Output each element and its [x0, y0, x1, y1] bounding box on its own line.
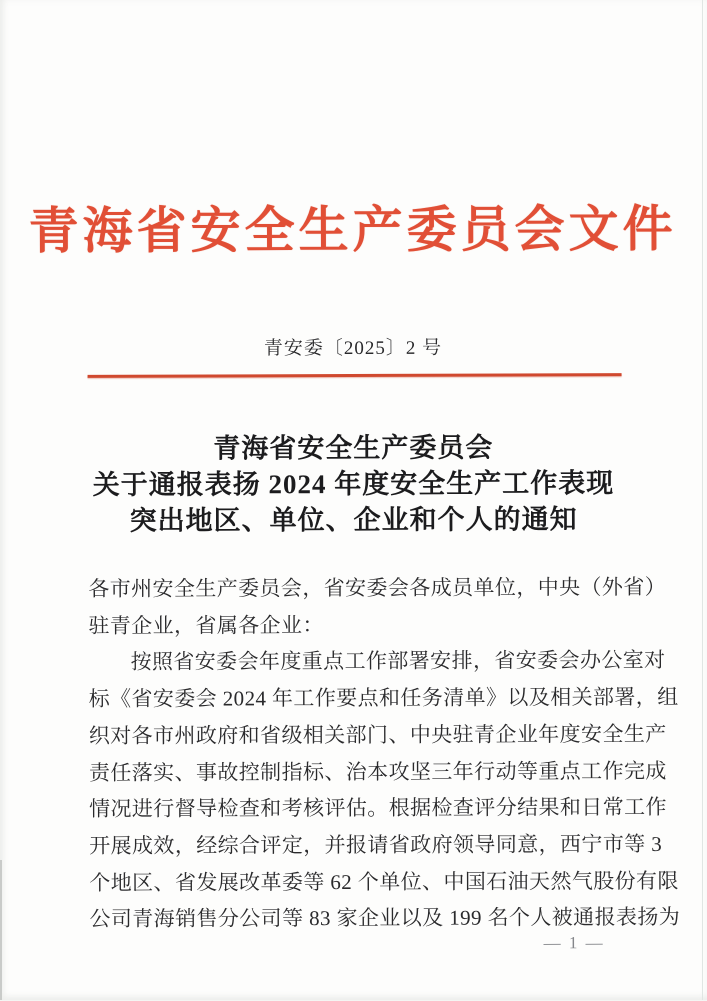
document-header-title: 青海省安全生产委员会文件	[28, 200, 677, 260]
body-line: 公司青海销售分公司等 83 家企业以及 199 名个人被通报表扬为	[89, 905, 681, 932]
body-line: 个地区、省发展改革委等 62 个单位、中国石油天然气股份有限	[89, 868, 679, 895]
body-line: 驻青企业，省属各企业：	[88, 612, 324, 638]
document-title-block	[0, 429, 707, 539]
document-title-line: 青海省安全生产委员会	[213, 432, 494, 464]
document-number: 青安委〔2025〕2 号	[263, 337, 443, 360]
body-line: 情况进行督导检查和考核评估。根据检查评分结果和日常工作	[89, 795, 667, 822]
body-line: 织对各市州政府和省级相关部门、中央驻青企业年度安全生产	[88, 721, 667, 748]
scan-left-edge-shadow	[0, 860, 2, 1000]
body-line: 标《省安委会 2024 年工作要点和任务清单》以及相关部署，组	[88, 684, 679, 712]
document-title-line: 关于通报表扬 2024 年度安全生产工作表现	[92, 468, 615, 500]
page-number: — 1 —	[543, 933, 605, 953]
scan-right-edge	[702, 0, 703, 1000]
red-separator-rule	[88, 373, 622, 378]
body-line: 各市州安全生产委员会，省安委会各成员单位，中央（外省）	[88, 574, 667, 601]
document-title-line: 突出地区、单位、企业和个人的通知	[129, 504, 578, 536]
body-line: 按照省安委会年度重点工作部署安排，省安委会办公室对	[130, 648, 666, 675]
body-line: 责任落实、事故控制指标、治本攻坚三年行动等重点工作完成	[88, 758, 667, 785]
document-body	[88, 569, 681, 938]
body-line: 开展成效，经综合评定，并报请省政府领导同意，西宁市等 3	[89, 831, 663, 858]
